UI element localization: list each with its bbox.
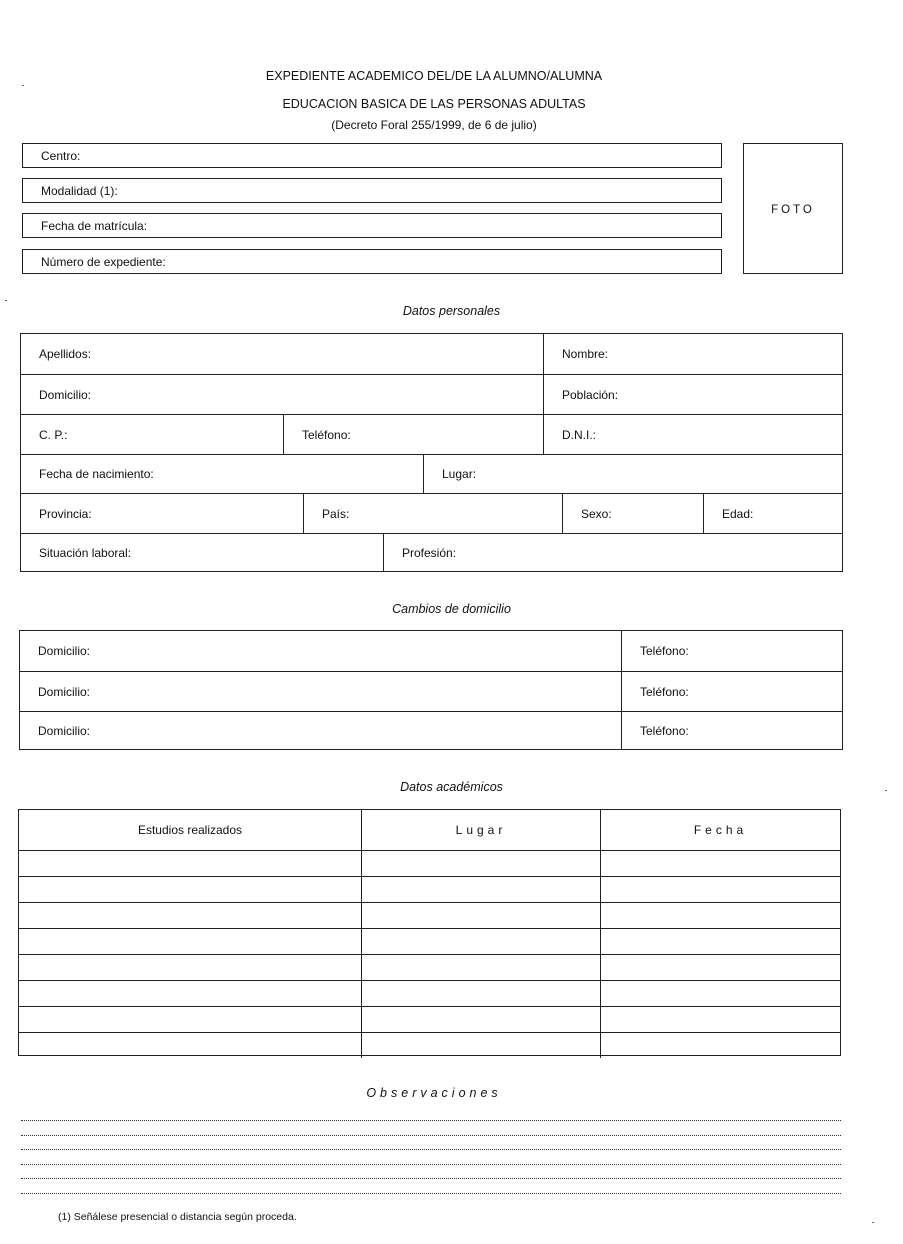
fecha-cell[interactable] [600,981,840,1006]
datos-academicos-heading: Datos académicos [400,780,503,794]
table-row [19,850,840,876]
cambio-domicilio-label: Domicilio: [38,723,91,738]
table-row [19,876,840,902]
cp-field[interactable] [21,415,283,454]
numero-expediente-field[interactable] [22,249,722,274]
apellidos-field[interactable] [21,334,543,374]
nombre-field[interactable] [543,334,842,374]
fecha-cell[interactable] [600,877,840,902]
decree-reference: (Decreto Foral 255/1999, de 6 de julio) [331,118,537,132]
pais-label: País: [322,506,350,521]
sexo-field[interactable] [562,494,703,533]
observaciones-line[interactable] [21,1120,841,1121]
fecha-matricula-label: Fecha de matrícula: [41,219,148,233]
table-row [21,533,842,571]
cambio-telefono-field-2[interactable] [621,672,842,711]
dni-label: D.N.I.: [562,427,597,442]
table-row [21,454,842,493]
table-row [21,493,842,533]
centro-label: Centro: [41,149,81,163]
table-row [19,902,840,928]
numero-expediente-label: Número de expediente: [41,255,166,269]
cambio-telefono-label: Teléfono: [640,723,689,738]
lugar-cell[interactable] [361,929,600,954]
footnote: (1) Señálese presencial o distancia según proceda. [58,1211,297,1223]
lugar-cell[interactable] [361,1033,600,1058]
column-header-lugar [361,810,600,850]
cambio-domicilio-field-1[interactable] [20,631,621,671]
observaciones-line[interactable] [21,1164,841,1165]
scan-speck [22,85,24,86]
lugar-cell[interactable] [361,981,600,1006]
fecha-nacimiento-field[interactable] [21,455,423,493]
cambio-domicilio-label: Domicilio: [38,644,91,658]
fecha-cell[interactable] [600,1007,840,1032]
cambio-domicilio-field-3[interactable] [20,712,621,749]
poblacion-label: Población: [562,387,619,402]
table-row [21,334,842,374]
observaciones-heading: Observaciones [366,1086,502,1100]
column-header-label: Estudios realizados [137,823,243,837]
fecha-matricula-field[interactable] [22,213,722,238]
fecha-nacimiento-label: Fecha de nacimiento: [39,467,154,481]
table-row [21,414,842,454]
fecha-cell[interactable] [600,955,840,980]
estudios-cell[interactable] [19,903,361,928]
photo-box[interactable] [743,143,843,274]
document-subtitle: EDUCACION BASICA DE LAS PERSONAS ADULTAS [282,97,586,111]
table-row [20,631,842,671]
cambio-domicilio-label: Domicilio: [38,684,91,699]
estudios-cell[interactable] [19,929,361,954]
table-row [20,711,842,749]
estudios-cell[interactable] [19,851,361,876]
dni-field[interactable] [543,415,842,454]
estudios-cell[interactable] [19,981,361,1006]
lugar-cell[interactable] [361,851,600,876]
cambios-domicilio-table [19,630,843,750]
datos-personales-table [20,333,843,572]
document-title: EXPEDIENTE ACADEMICO DEL/DE LA ALUMNO/ALUMNA [265,69,603,83]
apellidos-label: Apellidos: [39,347,92,361]
table-row [19,1006,840,1032]
column-header-label: Fecha [693,823,748,837]
estudios-cell[interactable] [19,955,361,980]
estudios-cell[interactable] [19,1033,361,1058]
provincia-label: Provincia: [39,506,92,521]
telefono-field[interactable] [283,415,543,454]
provincia-field[interactable] [21,494,303,533]
domicilio-field[interactable] [21,375,543,414]
lugar-cell[interactable] [361,903,600,928]
table-row [20,671,842,711]
lugar-label: Lugar: [442,467,477,481]
situacion-laboral-field[interactable] [21,534,383,571]
cambio-telefono-field-3[interactable] [621,712,842,749]
profesion-label: Profesión: [402,545,457,560]
cambio-telefono-label: Teléfono: [640,684,689,699]
scan-speck [872,1222,874,1223]
column-header-estudios [19,810,361,850]
fecha-cell[interactable] [600,1033,840,1058]
lugar-cell[interactable] [361,1007,600,1032]
modalidad-field[interactable] [22,178,722,203]
table-row [19,980,840,1006]
lugar-cell[interactable] [361,877,600,902]
observaciones-line[interactable] [21,1178,841,1179]
fecha-cell[interactable] [600,929,840,954]
observaciones-line[interactable] [21,1193,841,1194]
situacion-laboral-label: Situación laboral: [39,545,132,560]
cambios-domicilio-heading: Cambios de domicilio [392,602,511,616]
domicilio-label: Domicilio: [39,387,92,402]
cambio-domicilio-field-2[interactable] [20,672,621,711]
observaciones-line[interactable] [21,1149,841,1150]
cambio-telefono-label: Teléfono: [640,644,689,658]
modalidad-label: Modalidad (1): [41,184,118,198]
cp-label: C. P.: [39,427,68,442]
fecha-cell[interactable] [600,903,840,928]
centro-field[interactable] [22,143,722,168]
profesion-field[interactable] [383,534,842,571]
table-row [19,928,840,954]
scan-speck [5,300,7,301]
estudios-cell[interactable] [19,1007,361,1032]
table-row [21,374,842,414]
table-row [19,954,840,980]
lugar-cell[interactable] [361,955,600,980]
datos-personales-heading: Datos personales [402,304,501,318]
table-row [19,1032,840,1058]
observaciones-line[interactable] [21,1135,841,1136]
table-header-row [19,810,840,850]
column-header-label: Lugar [455,823,507,837]
scan-speck [885,790,887,791]
sexo-label: Sexo: [581,506,612,521]
datos-academicos-table [18,809,841,1056]
pais-field[interactable] [303,494,562,533]
lugar-field[interactable] [423,455,842,493]
cambio-telefono-field-1[interactable] [621,631,842,671]
estudios-cell[interactable] [19,877,361,902]
column-header-fecha [600,810,840,850]
edad-label: Edad: [722,506,754,521]
poblacion-field[interactable] [543,375,842,414]
fecha-cell[interactable] [600,851,840,876]
telefono-label: Teléfono: [302,427,351,442]
nombre-label: Nombre: [562,347,609,361]
photo-label: FOTO [771,204,815,216]
edad-field[interactable] [703,494,842,533]
